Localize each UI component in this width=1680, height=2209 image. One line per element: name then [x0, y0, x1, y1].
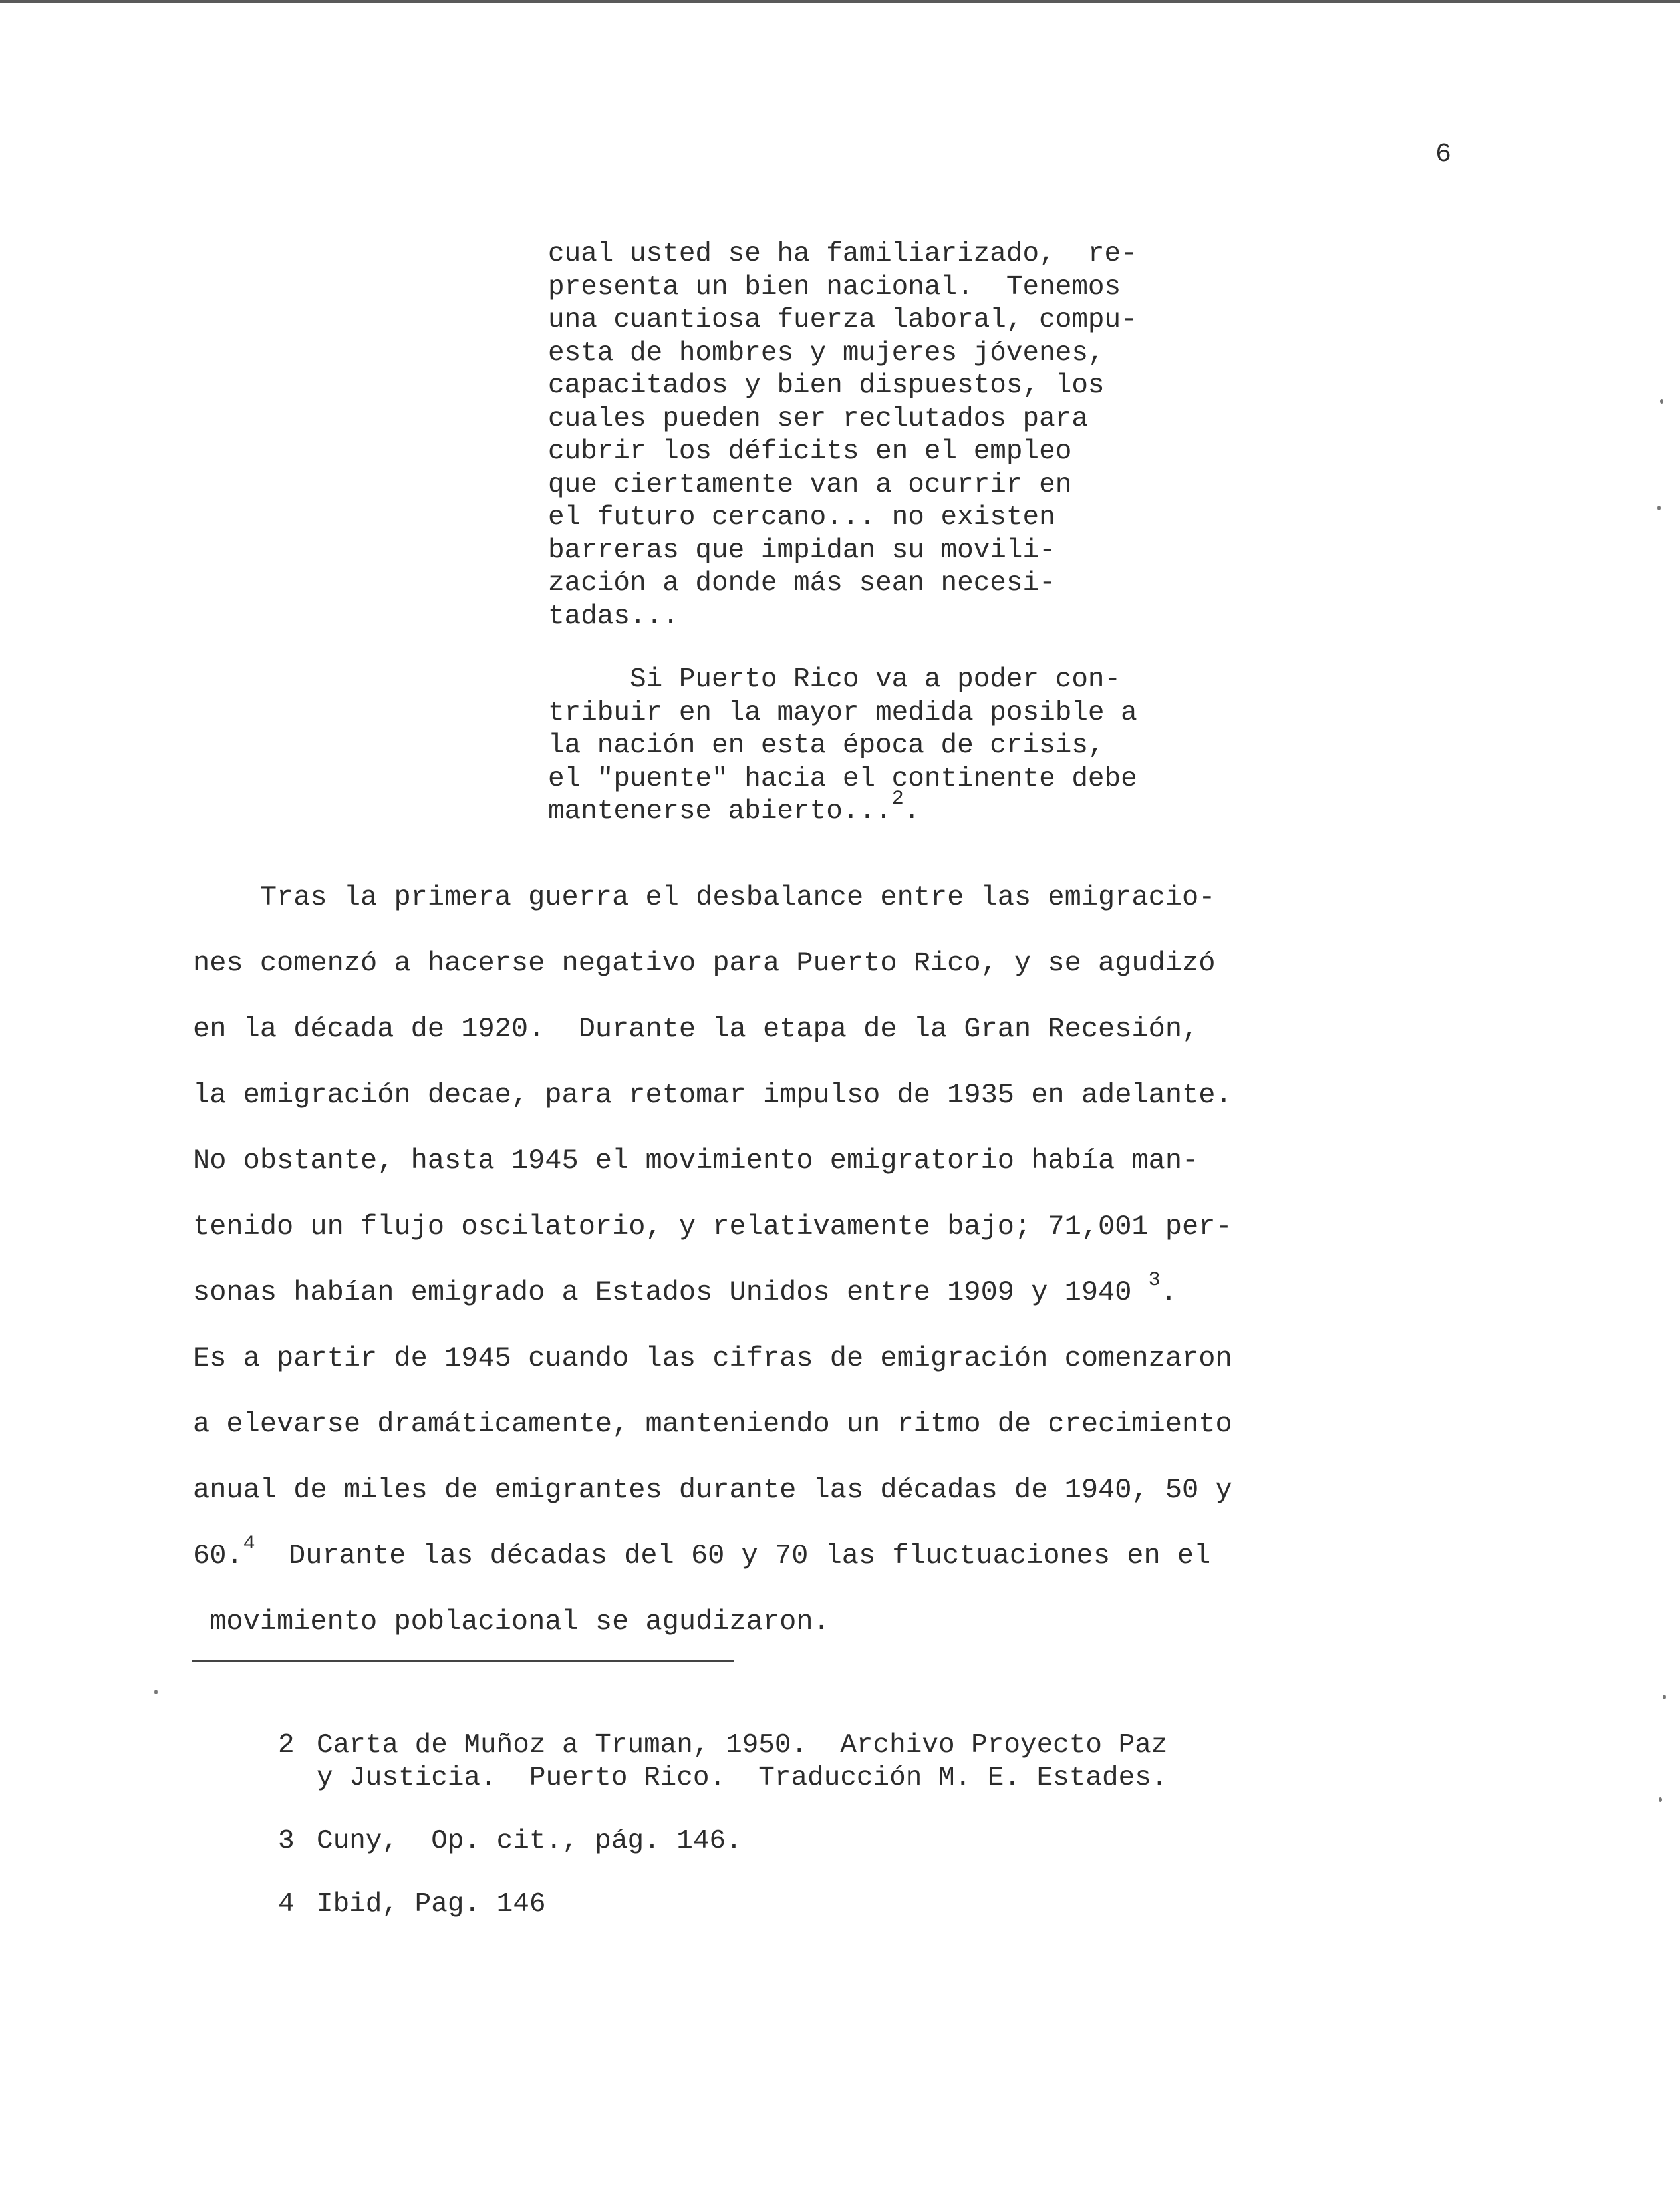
- footnote-number: 3: [278, 1826, 295, 1856]
- footnotes-list: [278, 1729, 1409, 1952]
- footnote-ref-2: 2: [891, 788, 904, 810]
- top-border-line: [0, 0, 1680, 3]
- footnote-item: [278, 1729, 1409, 1795]
- body-text: Tras la primera guerra el desbalance entre las emigracio- nes comenzó a hacerse negativo para Puerto Rico, y se agudizó en la década de 1920. Durante la etapa de la Gran Recesión, la emigración decae, para retomar impulso de 1935 en adelante. No obstante, hasta 1945 el movimiento emigratorio había man- tenido un flujo oscilatorio, y relativamente bajo; 71,001 per- sonas habían emigrado a Estados Unidos entre 1909 y 1940: [193, 881, 1232, 1308]
- footnote-ref-3: 3: [1148, 1269, 1161, 1292]
- scan-speck: [154, 1690, 158, 1694]
- footnote-separator: [192, 1660, 734, 1662]
- quote-paragraph: cual usted se ha familiarizado, re- presenta un bien nacional. Tenemos una cuantiosa fuerza laboral, compu- esta de hombres y mujeres jóvenes, capacitados y bien dispuestos, los cuales pueden ser reclutados para cubrir los déficits en el empleo que ciertamente van a ocurrir en el futuro cercano... no existen barreras que impidan su movili- zación a donde más sean necesi- tadas...: [548, 239, 1137, 632]
- body-text: . Es a partir de 1945 cuando las cifras de emigración comenzaron a elevarse dramáticamente, manteniendo un ritmo de crecimiento anual de miles de emigrantes durante las décadas de 1940, 50 y 60.: [193, 1276, 1232, 1572]
- block-quote: [548, 238, 1280, 829]
- quote-paragraph: [548, 664, 1280, 829]
- scan-speck: [1660, 399, 1663, 404]
- footnote-number: 4: [278, 1889, 295, 1920]
- scan-speck: [1657, 506, 1661, 510]
- footnote-item: [278, 1825, 1409, 1858]
- footnote-text: Carta de Muñoz a Truman, 1950. Archivo Proyecto Paz y Justicia. Puerto Rico. Traducción M. E. Estades.: [317, 1730, 1168, 1793]
- footnote-item: [278, 1888, 1409, 1921]
- quote-text: Si Puerto Rico va a poder con- tribuir en la mayor medida posible a la nación en esta época de crisis, el "puente" hacia el continente debe mantenerse abierto...: [548, 664, 1137, 827]
- page-number: 6: [1435, 140, 1452, 170]
- footnote-text: Ibid, Pag. 146: [317, 1889, 546, 1920]
- footnote-number: 2: [278, 1730, 295, 1761]
- quote-end-punctuation: .: [903, 796, 920, 827]
- body-text: Durante las décadas del 60 y 70 las fluctuaciones en el movimiento poblacional se agudizaron.: [210, 1540, 1211, 1638]
- scan-speck: [1659, 1797, 1662, 1802]
- scan-speck: [1663, 1695, 1666, 1699]
- footnote-text: Cuny, Op. cit., pág. 146.: [317, 1826, 742, 1856]
- footnote-ref-4: 4: [243, 1533, 255, 1555]
- body-paragraph: [193, 865, 1457, 1655]
